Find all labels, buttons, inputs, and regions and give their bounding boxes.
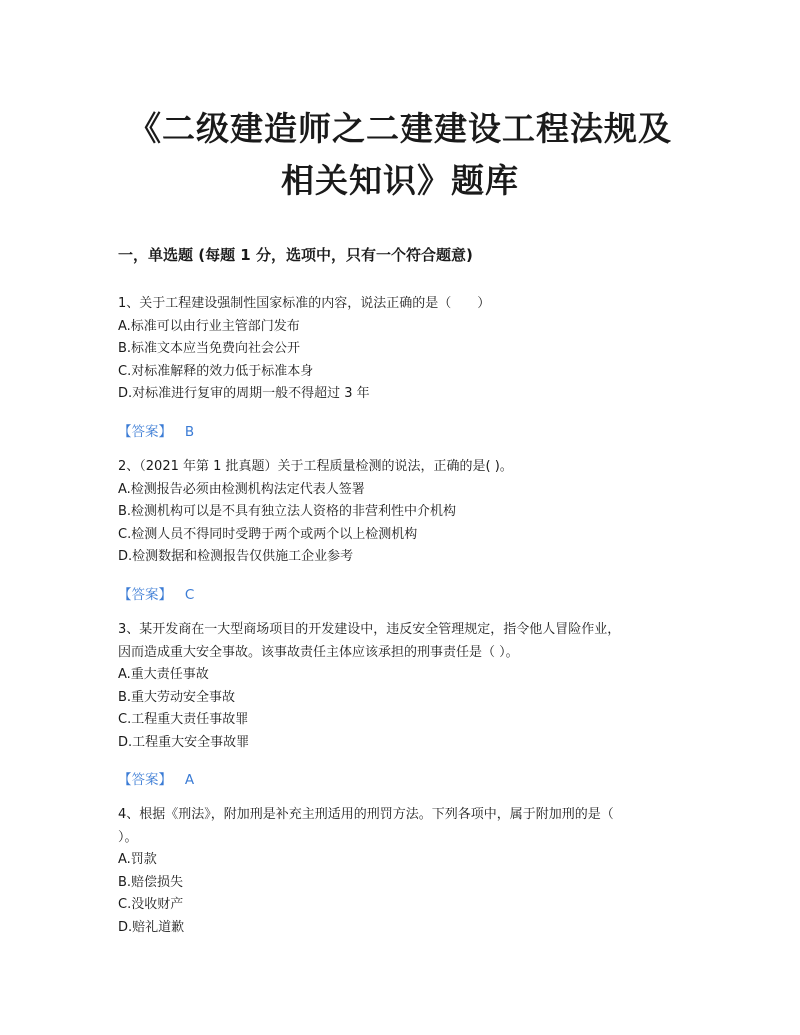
option-d: D.工程重大安全事故罪	[118, 734, 250, 750]
answer-row-1	[118, 420, 194, 440]
option-c: C.工程重大责任事故罪	[118, 712, 249, 728]
document-title-line-2: 相关知识》题库	[281, 161, 519, 200]
option-c: C.没收财产	[118, 897, 184, 913]
answer-row-3	[118, 768, 194, 788]
option-a: A.标准可以由行业主管部门发布	[118, 318, 300, 334]
option-d: D.赔礼道歉	[118, 919, 185, 935]
answer-value: C	[184, 587, 195, 603]
option-c: C.检测人员不得同时受聘于两个或两个以上检测机构	[118, 526, 418, 542]
section-heading: 一，单选题 (每题 1 分，选项中，只有一个符合题意)	[118, 246, 473, 264]
answer-label: 【答案】	[118, 772, 172, 788]
question-stem: 3、某开发商在一大型商场项目的开发建设中，违反安全管理规定，指令他人冒险作业，	[118, 622, 621, 637]
question-stem-cont: ）。	[118, 829, 138, 845]
option-a: A.检测报告必须由检测机构法定代表人签署	[118, 481, 365, 497]
question-2	[118, 456, 688, 569]
document-title-line-1: 《二级建造师之二建建设工程法规及	[128, 109, 672, 148]
answer-row-2	[118, 583, 194, 603]
question-3	[118, 619, 688, 755]
option-b: B.重大劳动安全事故	[118, 689, 236, 705]
question-stem: 1、关于工程建设强制性国家标准的内容，说法正确的是（ ）	[118, 296, 491, 311]
option-c: C.对标准解释的效力低于标准本身	[118, 363, 314, 379]
question-stem-cont: 因而造成重大安全事故。该事故责任主体应该承担的刑事责任是（ ）。	[118, 644, 519, 660]
question-4	[118, 804, 688, 940]
answer-value: B	[184, 424, 195, 440]
question-stem: 2、（2021 年第 1 批真题）关于工程质量检测的说法，正确的是( )。	[118, 459, 513, 474]
question-stem: 4、根据《刑法》，附加刑是补充主刑适用的刑罚方法。下列各项中，属于附加刑的是（	[118, 807, 614, 822]
option-a: A.重大责任事故	[118, 667, 209, 683]
option-b: B.赔偿损失	[118, 874, 184, 890]
option-d: D.对标准进行复审的周期一般不得超过 3 年	[118, 386, 370, 402]
option-b: B.标准文本应当免费向社会公开	[118, 341, 301, 357]
option-d: D.检测数据和检测报告仅供施工企业参考	[118, 549, 354, 565]
option-a: A.罚款	[118, 852, 157, 868]
option-b: B.检测机构可以是不具有独立法人资格的非营利性中介机构	[118, 504, 457, 520]
question-1	[118, 293, 688, 406]
answer-value: A	[184, 772, 195, 788]
answer-label: 【答案】	[118, 424, 172, 440]
answer-label: 【答案】	[118, 587, 172, 603]
